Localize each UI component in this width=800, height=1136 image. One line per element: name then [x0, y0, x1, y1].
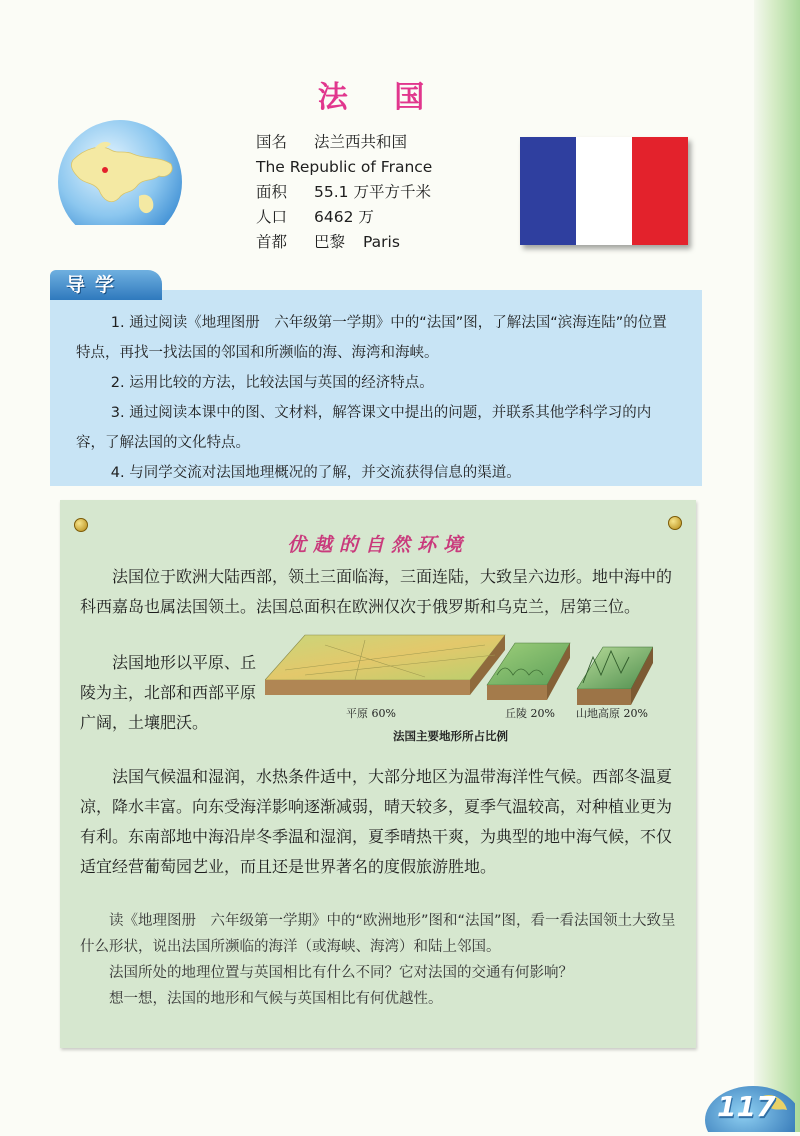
globe-icon — [55, 120, 185, 225]
population-label: 人口 — [256, 208, 288, 226]
guide-item-2: 2. 运用比较的方法，比较法国与英国的经济特点。 — [110, 375, 434, 391]
page-number — [703, 1082, 795, 1132]
guide-item-3: 3. 通过阅读本课中的图、文材料，解答课文中提出的问题，并联系其他学科学习的内容，了解法国的文化特点。 — [76, 405, 652, 451]
flag-stripe-blue — [520, 137, 576, 245]
area-value: 55.1 万平方千米 — [314, 183, 431, 201]
paragraph-location: 法国位于欧洲大陆西部，领土三面临海，三面连陆，大致呈六边形。地中海中的科西嘉岛也属法国领土。法国总面积在欧洲仅次于俄罗斯和乌克兰，居第三位。 — [80, 567, 673, 616]
terrain-label-plain: 平原 60% — [346, 707, 396, 720]
country-name-value: 法兰西共和国 — [314, 133, 408, 151]
page-edge-decoration — [754, 0, 800, 1132]
terrain-label-hill: 丘陵 20% — [505, 707, 555, 720]
guide-tag: 导学 — [50, 270, 162, 300]
country-name-label: 国名 — [256, 133, 288, 151]
activity-item-3: 想一想，法国的地形和气候与英国相比有何优越性。 — [109, 991, 443, 1007]
terrain-caption: 法国主要地形所占比例 — [393, 729, 508, 743]
nature-section — [60, 500, 696, 1048]
mountain-block — [577, 647, 653, 705]
country-english-name: The Republic of France — [256, 158, 433, 176]
terrain-label-mountain: 山地高原 20% — [576, 707, 648, 720]
plain-block — [265, 635, 505, 695]
page-number-text: 117 — [717, 1090, 776, 1123]
activity-item-2: 法国所处的地理位置与英国相比有什么不同？它对法国的交通有何影响？ — [109, 965, 573, 981]
guide-item-4: 4. 与同学交流对法国地理概况的了解，并交流获得信息的渠道。 — [110, 465, 521, 481]
section-title: 优越的自然环境 — [286, 534, 469, 556]
country-info — [256, 130, 432, 255]
activity-item-1: 读《地理图册 六年级第一学期》中的“欧洲地形”图和“法国”图，看一看法国领土大致呈什么形状，说出法国所濒临的海洋（或海峡、海湾）和陆上邻国。 — [80, 913, 676, 955]
flag-stripe-red — [632, 137, 688, 245]
area-label: 面积 — [256, 183, 288, 201]
population-value: 6462 万 — [314, 208, 374, 226]
guide-box — [50, 290, 702, 486]
flag-stripe-white — [576, 137, 632, 245]
terrain-illustration — [265, 625, 653, 745]
paragraph-climate: 法国气候温和湿润，水热条件适中，大部分地区为温带海洋性气候。西部冬温夏凉，降水丰富。向东受海洋影响逐渐减弱，晴天较多，夏季气温较高，对种植业更为有利。东南部地中海沿岸冬季温和湿润，夏季晴热干爽，为典型的地中海气候，不仅适宜经营葡萄园艺业，而且还是世界著名的度假旅游胜地。 — [80, 767, 673, 876]
capital-value: 巴黎 — [314, 233, 346, 251]
pin-icon — [668, 516, 682, 530]
guide-item-1: 1. 通过阅读《地理图册 六年级第一学期》中的“法国”图，了解法国“滨海连陆”的位置特点，再找一找法国的邻国和所濒临的海、海湾和海峡。 — [76, 315, 667, 361]
france-flag — [520, 137, 688, 245]
page-title: 法 国 — [317, 80, 443, 115]
activity-block — [80, 908, 690, 1012]
capital-english: Paris — [363, 233, 400, 251]
paragraph-terrain: 法国地形以平原、丘陵为主，北部和西部平原广阔，土壤肥沃。 — [80, 653, 257, 732]
capital-label: 首都 — [256, 233, 288, 251]
